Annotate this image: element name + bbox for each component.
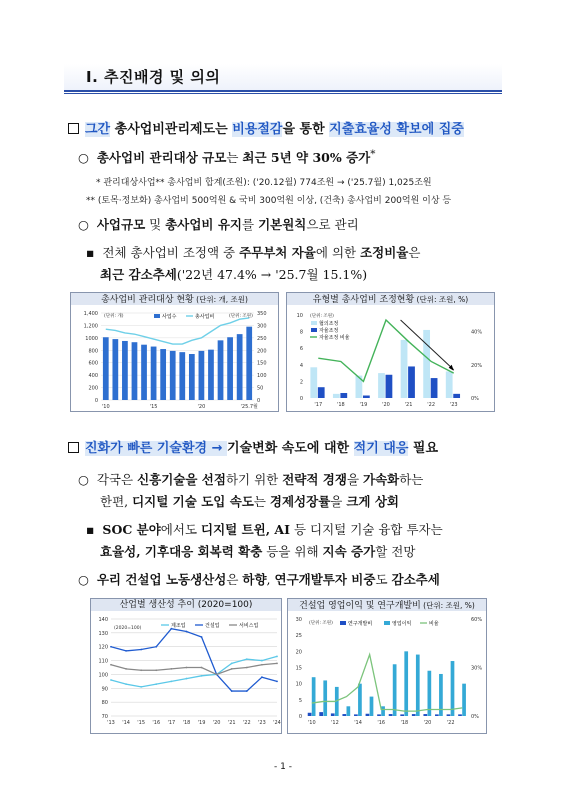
x-tick-label: '13: [107, 720, 115, 726]
circle-bullet-icon: ○: [78, 217, 97, 232]
point-서비스업: [125, 668, 127, 670]
bullet-4: ○ 각국은 신흥기술을 선점하기 위한 전략적 경쟁을 가속화하는: [78, 472, 424, 487]
unit-label: (단위: 조원): [310, 314, 334, 319]
y-tick-label: 2: [299, 379, 303, 386]
bar-영업이익: [404, 651, 408, 716]
legend-swatch: [340, 621, 346, 625]
bar-연구개발비: [435, 714, 439, 716]
subheading-2: 진화가 빠른 기술환경 → 기술변화 속도에 대한 적기 대응 필요: [68, 437, 438, 456]
section-title-box: [64, 64, 502, 92]
x-tick-label: '21: [227, 720, 236, 726]
y-tick-label: 4: [299, 362, 303, 369]
y-tick-label: 100: [98, 672, 108, 679]
bullet-3: ▪ 전체 총사업비 조정액 중 주무부처 자율에 의한 조정비율은: [86, 245, 421, 260]
bar-연구개발비: [366, 714, 370, 716]
point-건설업: [261, 676, 263, 678]
y2-tick-label: 30%: [471, 665, 483, 672]
bullet-2: ○ 사업규모 및 총사업비 유지를 기본원칙으로 관리: [78, 217, 359, 232]
footnote-1: * 관리대상사업** 총사업비 합계(조원): ('20.12월) 774조원 → ('25.7월) 1,025조원: [96, 178, 432, 188]
y-tick-label: 80: [101, 700, 108, 707]
y2-tick-label: 250: [257, 335, 267, 342]
point-건설업: [276, 680, 278, 682]
bar-자율조정: [340, 393, 347, 398]
chart-1: [70, 305, 279, 412]
bar-연구개발비: [377, 714, 381, 716]
bar-자율조정: [453, 394, 460, 398]
y-tick-label: 90: [101, 686, 108, 693]
bar-연구개발비: [458, 714, 462, 716]
x-tick-label: '16: [377, 720, 386, 726]
chart3-caption: 산업별 생산성 추이 (2020=100): [90, 598, 282, 613]
bar-영업이익: [358, 684, 362, 716]
point-제조업: [201, 675, 203, 677]
point-제조업: [140, 686, 142, 688]
point-제조업: [231, 662, 233, 664]
point-서비스업: [246, 667, 248, 669]
bar-자율조정: [363, 396, 370, 398]
bar-사업수: [122, 341, 128, 400]
bar-연구개발비: [354, 714, 358, 716]
bullet-3-cont: 최근 감소추세('22년 47.4% → '25.7월 15.1%): [100, 267, 368, 282]
point-서비스업: [201, 667, 203, 669]
legend-swatch: [154, 314, 160, 318]
y-tick-label: 20: [295, 649, 302, 656]
x-tick-label: '18: [182, 720, 191, 726]
bar-협의조정: [378, 373, 385, 398]
unit-label: (단위: 조원): [229, 314, 253, 319]
unit-label: (2020=100): [114, 626, 142, 631]
bar-영업이익: [381, 706, 385, 716]
y-tick-label: 5: [298, 697, 302, 704]
point-제조업: [261, 660, 263, 662]
x-tick-label: '22: [242, 720, 251, 726]
x-tick-label: '14: [354, 720, 362, 726]
bar-협의조정: [333, 394, 340, 398]
bar-자율조정: [386, 375, 393, 398]
bar-협의조정: [401, 340, 408, 398]
bar-사업수: [208, 350, 214, 400]
x-tick-label: '23: [449, 402, 458, 408]
chart-3: [90, 611, 282, 734]
square-bullet-icon: ▪: [86, 245, 103, 260]
legend-label: 제조업: [171, 623, 186, 629]
legend-label: 비율: [429, 621, 439, 627]
y-tick-label: 10: [295, 681, 302, 688]
x-tick-label: '24: [273, 720, 281, 726]
square-bullet-icon: ▪: [86, 522, 103, 537]
bar-사업수: [112, 339, 118, 400]
point-건설업: [246, 690, 248, 692]
x-tick-label: '15: [149, 404, 158, 410]
y2-tick-label: 200: [257, 348, 267, 355]
bar-연구개발비: [319, 712, 323, 716]
y2-tick-label: 350: [257, 311, 267, 317]
x-tick-label: '18: [336, 402, 345, 408]
bar-연구개발비: [400, 714, 404, 716]
x-tick-label: '22: [427, 402, 436, 408]
checkbox-square-icon: [68, 123, 79, 134]
point-건설업: [155, 646, 157, 648]
x-tick-label: '10: [101, 404, 110, 410]
bar-자율조정: [318, 387, 325, 398]
bar-사업수: [179, 352, 185, 400]
bullet-4-cont: 한편, 디지털 기술 도입 속도는 경제성장률을 크게 상회: [100, 494, 400, 509]
bar-연구개발비: [308, 713, 312, 716]
y2-tick-label: 100: [257, 373, 267, 380]
point-서비스업: [276, 662, 278, 664]
point-서비스업: [216, 674, 218, 676]
x-tick-label: '22: [446, 720, 455, 726]
x-tick-label: '17: [314, 402, 323, 408]
point-서비스업: [261, 664, 263, 666]
page-number: - 1 -: [274, 762, 292, 772]
legend-label: 자율조정 비율: [319, 335, 350, 341]
y-tick-label: 600: [88, 360, 98, 367]
bar-연구개발비: [423, 714, 427, 716]
x-tick-label: '19: [197, 720, 206, 726]
bar-사업수: [199, 351, 205, 400]
point-제조업: [110, 679, 112, 681]
bar-자율조정: [431, 378, 438, 398]
bar-영업이익: [451, 661, 455, 716]
legend-label: 영업이익: [392, 621, 412, 627]
bar-영업이익: [312, 677, 316, 716]
footnote-2: ** (토목·정보화) 총사업비 500억원 & 국비 300억원 이상, (건축) 총사업비 200억원 이상 등: [86, 196, 452, 206]
point-서비스업: [140, 669, 142, 671]
subheading-1: 그간 총사업비관리제도는 비용절감을 통한 지출효율성 확보에 집중: [68, 118, 464, 137]
bar-사업수: [103, 337, 109, 400]
y-tick-label: 120: [98, 644, 108, 651]
bar-사업수: [160, 349, 166, 400]
y-tick-label: 1,200: [83, 323, 98, 330]
y-tick-label: 130: [98, 630, 108, 637]
y2-tick-label: 0%: [471, 396, 479, 402]
y-tick-label: 800: [88, 348, 98, 355]
line-제조업: [111, 656, 277, 686]
x-tick-label: '20: [423, 720, 432, 726]
x-tick-label: '20: [382, 402, 390, 408]
bar-영업이익: [323, 680, 327, 716]
y-tick-label: 10: [296, 313, 303, 319]
y2-tick-label: 40%: [471, 329, 483, 336]
y-tick-label: 6: [299, 346, 303, 353]
chart-2: [286, 305, 495, 412]
point-제조업: [276, 656, 278, 658]
bar-사업수: [141, 345, 147, 400]
bar-연구개발비: [342, 714, 346, 716]
legend-label: 총사업비: [195, 314, 215, 320]
bar-사업수: [218, 340, 224, 400]
bar-자율조정: [408, 366, 415, 398]
point-건설업: [231, 690, 233, 692]
point-서비스업: [110, 664, 112, 666]
legend-label: 자율조정: [319, 328, 339, 334]
bar-사업수: [132, 342, 138, 400]
point-건설업: [140, 649, 142, 651]
point-건설업: [186, 631, 188, 633]
x-tick-label: '19: [359, 402, 368, 408]
y-tick-label: 0: [94, 398, 98, 404]
unit-label: (단위: 개): [104, 314, 124, 319]
x-tick-label: '25.7월: [240, 404, 258, 410]
point-건설업: [201, 636, 203, 638]
point-제조업: [170, 680, 172, 682]
checkbox-square-icon: [68, 442, 79, 453]
y-tick-label: 110: [98, 658, 108, 665]
x-tick-label: '10: [307, 720, 316, 726]
bar-협의조정: [446, 371, 453, 398]
chart1-caption: 총사업비 관리대상 현황 (단위: 개, 조원): [70, 292, 279, 308]
circle-bullet-icon: ○: [78, 572, 97, 587]
x-tick-label: '17: [167, 720, 176, 726]
circle-bullet-icon: ○: [78, 472, 97, 487]
y-tick-label: 30: [295, 617, 302, 623]
bullet-6: ○ 우리 건설업 노동생산성은 하향, 연구개발투자 비중도 감소추세: [78, 572, 440, 587]
y2-tick-label: 300: [257, 323, 267, 330]
bar-영업이익: [393, 664, 397, 716]
bullet-1: ○ 총사업비 관리대상 규모는 최근 5년 약 30% 증가*: [78, 148, 376, 166]
chart-4: [287, 611, 487, 734]
bar-연구개발비: [331, 713, 335, 716]
bar-사업수: [151, 347, 157, 400]
point-제조업: [155, 683, 157, 685]
point-제조업: [125, 683, 127, 685]
y2-tick-label: 50: [257, 385, 264, 392]
y2-tick-label: 20%: [471, 362, 483, 369]
y2-tick-label: 0%: [471, 714, 479, 720]
y-tick-label: 200: [88, 385, 98, 392]
bar-협의조정: [423, 330, 430, 398]
bullet-5: ▪ SOC 분야에서도 디지털 트윈, AI 등 디지털 기술 융합 투자는: [86, 522, 443, 537]
y-tick-label: 8: [299, 329, 303, 336]
point-서비스업: [170, 668, 172, 670]
y-tick-label: 0: [298, 714, 302, 720]
section-title: Ⅰ. 추진배경 및 의의: [86, 68, 221, 86]
y-tick-label: 140: [98, 617, 108, 623]
y-tick-label: 0: [299, 396, 303, 402]
bar-사업수: [227, 337, 233, 400]
bar-연구개발비: [447, 714, 451, 716]
y-tick-label: 1000: [85, 335, 98, 342]
point-건설업: [125, 650, 127, 652]
y-tick-label: 70: [101, 714, 108, 720]
legend-swatch: [384, 621, 390, 625]
point-제조업: [186, 678, 188, 680]
x-tick-label: '21: [404, 402, 413, 408]
y-tick-label: 1,400: [83, 311, 98, 317]
x-tick-label: '20: [212, 720, 221, 726]
chart2-caption: 유형별 총사업비 조정현황 (단위: 조원, %): [286, 292, 495, 308]
x-tick-label: '15: [137, 720, 146, 726]
x-tick-label: '12: [331, 720, 339, 726]
bullet-5-cont: 효율성, 기후대응 회복력 확충 등을 위해 지속 증가할 전망: [100, 544, 416, 559]
x-tick-label: '20: [197, 404, 206, 410]
y2-tick-label: 0: [257, 398, 261, 404]
legend-swatch: [311, 321, 317, 325]
circle-bullet-icon: ○: [78, 150, 97, 166]
bar-영업이익: [347, 706, 351, 716]
unit-label: (단위: 조원): [309, 621, 333, 626]
point-서비스업: [231, 668, 233, 670]
legend-label: 건설업: [205, 623, 220, 629]
y-tick-label: 400: [88, 373, 98, 380]
legend-label: 협의조정: [319, 321, 339, 327]
chart4-caption: 건설업 영업이익 및 연구개발비 (단위: 조원, %): [287, 598, 487, 614]
point-건설업: [110, 646, 112, 648]
x-tick-label: '16: [152, 720, 161, 726]
legend-swatch: [311, 328, 317, 332]
y2-tick-label: 60%: [471, 617, 483, 623]
legend-label: 사업수: [162, 314, 177, 320]
bar-협의조정: [310, 367, 317, 398]
bar-영업이익: [416, 655, 420, 716]
y-tick-label: 15: [295, 665, 302, 672]
bar-사업수: [189, 354, 195, 400]
bar-사업수: [170, 351, 176, 400]
bar-연구개발비: [389, 714, 393, 716]
bar-사업수: [237, 334, 243, 400]
x-tick-label: '18: [400, 720, 409, 726]
bar-사업수: [246, 327, 252, 400]
point-서비스업: [155, 669, 157, 671]
x-tick-label: '23: [258, 720, 266, 726]
bar-영업이익: [462, 684, 466, 716]
y-tick-label: 25: [295, 633, 302, 640]
bar-연구개발비: [412, 714, 416, 716]
point-서비스업: [186, 667, 188, 669]
bar-영업이익: [370, 697, 374, 716]
legend-label: 연구개발비: [348, 621, 373, 627]
legend-label: 서비스업: [239, 623, 259, 629]
y2-tick-label: 150: [257, 360, 267, 367]
point-제조업: [246, 658, 248, 660]
line-서비스업: [111, 663, 277, 674]
x-tick-label: '14: [122, 720, 130, 726]
